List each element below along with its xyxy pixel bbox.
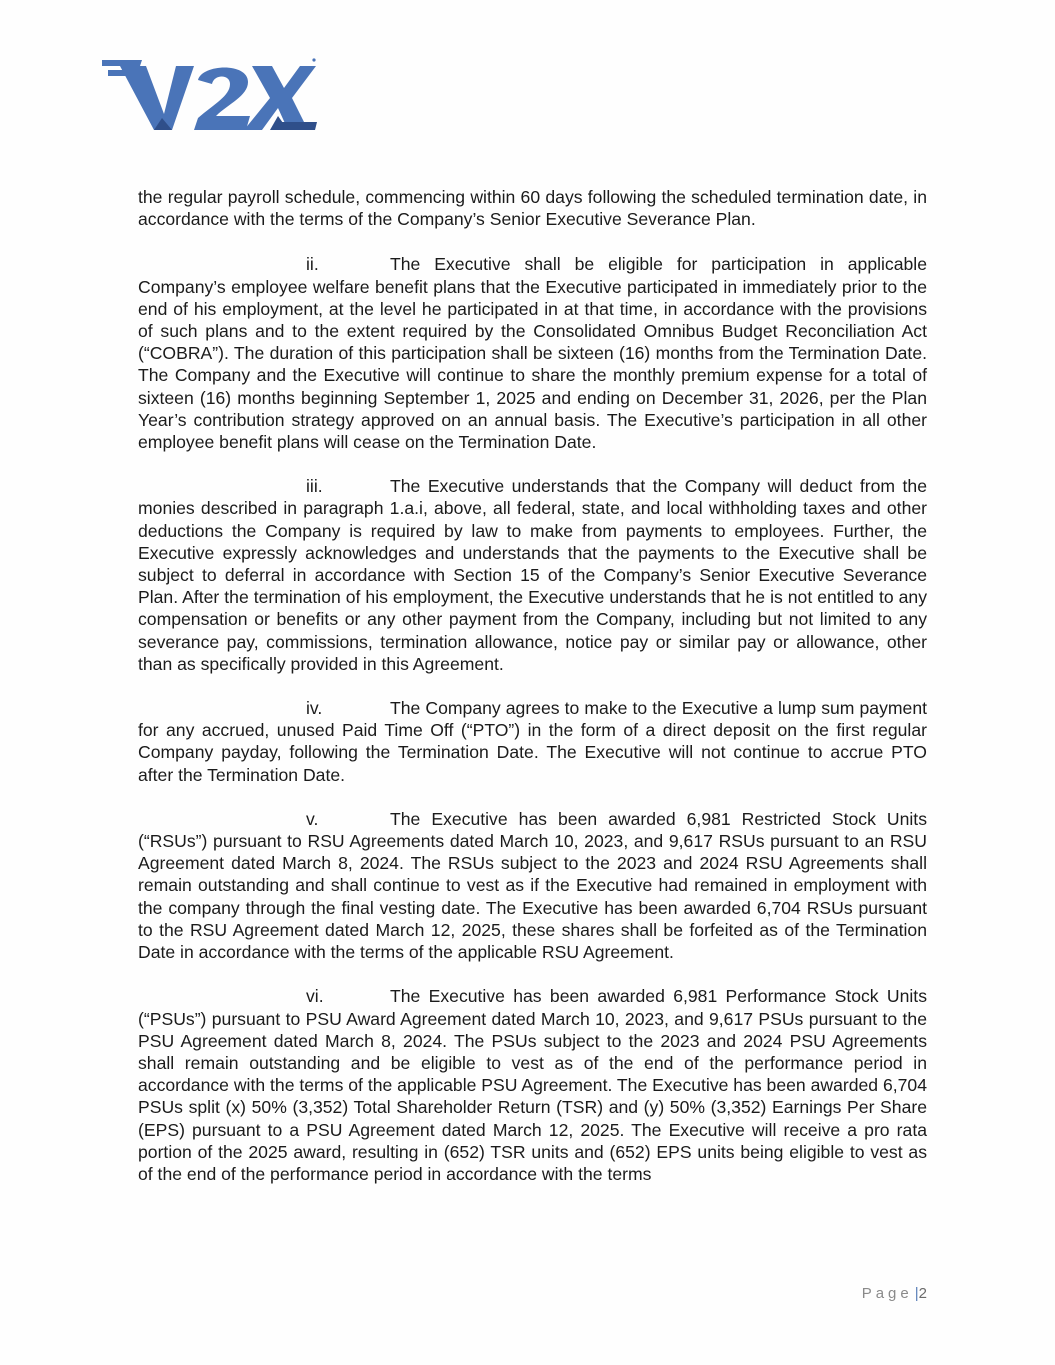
document-body <box>138 186 927 1207</box>
paragraph-text: The Executive has been awarded 6,981 Performance Stock Units (“PSUs”) pursuant to PSU Award Agreement dated March 10, 2023, and 9,617 PSUs pursuant to the PSU Agreement dated March 8, 2024. The PSUs subject to the 2023 and 2024 PSU Agreements shall remain outstanding and be eligible to vest as of the end of the performance period in accordance with the terms of the applicable PSU Agreement. The Executive has been awarded 6,704 PSUs split (x) 50% (3,352) Total Shareholder Return (TSR) and (y) 50% (3,352) Earnings Per Share (EPS) pursuant to a PSU Agreement dated March 12, 2025. The Executive will receive a pro rata portion of the 2025 award, resulting in (652) TSR units and (652) EPS units being eligible to vest as of the end of the performance period in accordance with the terms <box>138 986 927 1184</box>
paragraph-numeral: iii. <box>306 476 323 497</box>
paragraph-numeral: iv. <box>306 698 323 719</box>
paragraph-text: The Executive understands that the Company will deduct from the monies described in paragraph 1.a.i, above, all federal, state, and local withholding taxes and other deductions the Company is required by law to make from payments to employees. Further, the Executive expressly acknowledges and understands that the payments to the Executive shall be subject to deferral in accordance with Section 15 of the Company’s Senior Executive Severance Plan. After the termination of his employment, the Executive understands that he is not entitled to any compensation or benefits or any other payment from the Company, including but not limited to any severance pay, commissions, termination allowance, notice pay or similar pay or allowance, other than as specifically provided in this Agreement. <box>138 476 927 674</box>
paragraph-text: The Executive has been awarded 6,981 Restricted Stock Units (“RSUs”) pursuant to RSU Agreements dated March 10, 2023, and 9,617 RSUs pursuant to an RSU Agreement dated March 8, 2024. The RSUs subject to the 2023 and 2024 RSU Agreements shall remain outstanding and shall continue to vest as if the Executive had remained in employment with the company through the final vesting date. The Executive has been awarded 6,704 RSUs pursuant to the RSU Agreement dated March 12, 2025, these shares shall be forfeited as of the Termination Date in accordance with the terms of the applicable RSU Agreement. <box>138 808 927 963</box>
paragraph-ii <box>138 253 927 453</box>
v2x-logo <box>102 56 317 136</box>
paragraph-numeral: vi. <box>306 986 324 1007</box>
paragraph-numeral: v. <box>306 808 319 829</box>
paragraph-text: The Executive shall be eligible for participation in applicable Company’s employee welfare benefit plans that the Executive participated in immediately prior to the end of his employment, at the level he participated in at that time, in accordance with the provisions of such plans and to the extent required by the Consolidated Omnibus Budget Reconciliation Act (“COBRA”). The duration of this participation shall be sixteen (16) months from the Termination Date. The Company and the Executive will continue to share the monthly premium expense for a total of sixteen (16) months beginning September 1, 2025 and ending on December 31, 2026, per the Plan Year’s contribution strategy approved on an annual basis. The Executive’s participation in all other employee benefit plans will cease on the Termination Date. <box>138 254 927 453</box>
paragraph-vi <box>138 985 927 1185</box>
paragraph-iii <box>138 475 927 675</box>
page-number: 2 <box>918 1285 927 1302</box>
paragraph-text: the regular payroll schedule, commencing within 60 days following the scheduled termination date, in accordance with the terms of the Company’s Senior Executive Severance Plan. <box>138 187 927 230</box>
paragraph-text: The Company agrees to make to the Executive a lump sum payment for any accrued, unused Paid Time Off (“PTO”) in the form of a direct deposit on the first regular Company payday, following the Termination Date. The Executive will not continue to accrue PTO after the Termination Date. <box>138 698 927 785</box>
paragraph-v <box>138 808 927 963</box>
page-separator: | <box>914 1285 919 1302</box>
page-label: Page <box>861 1285 913 1302</box>
paragraph-numeral: ii. <box>306 254 319 275</box>
paragraph-intro <box>138 186 927 230</box>
page-footer <box>862 1285 927 1302</box>
paragraph-iv <box>138 697 927 786</box>
